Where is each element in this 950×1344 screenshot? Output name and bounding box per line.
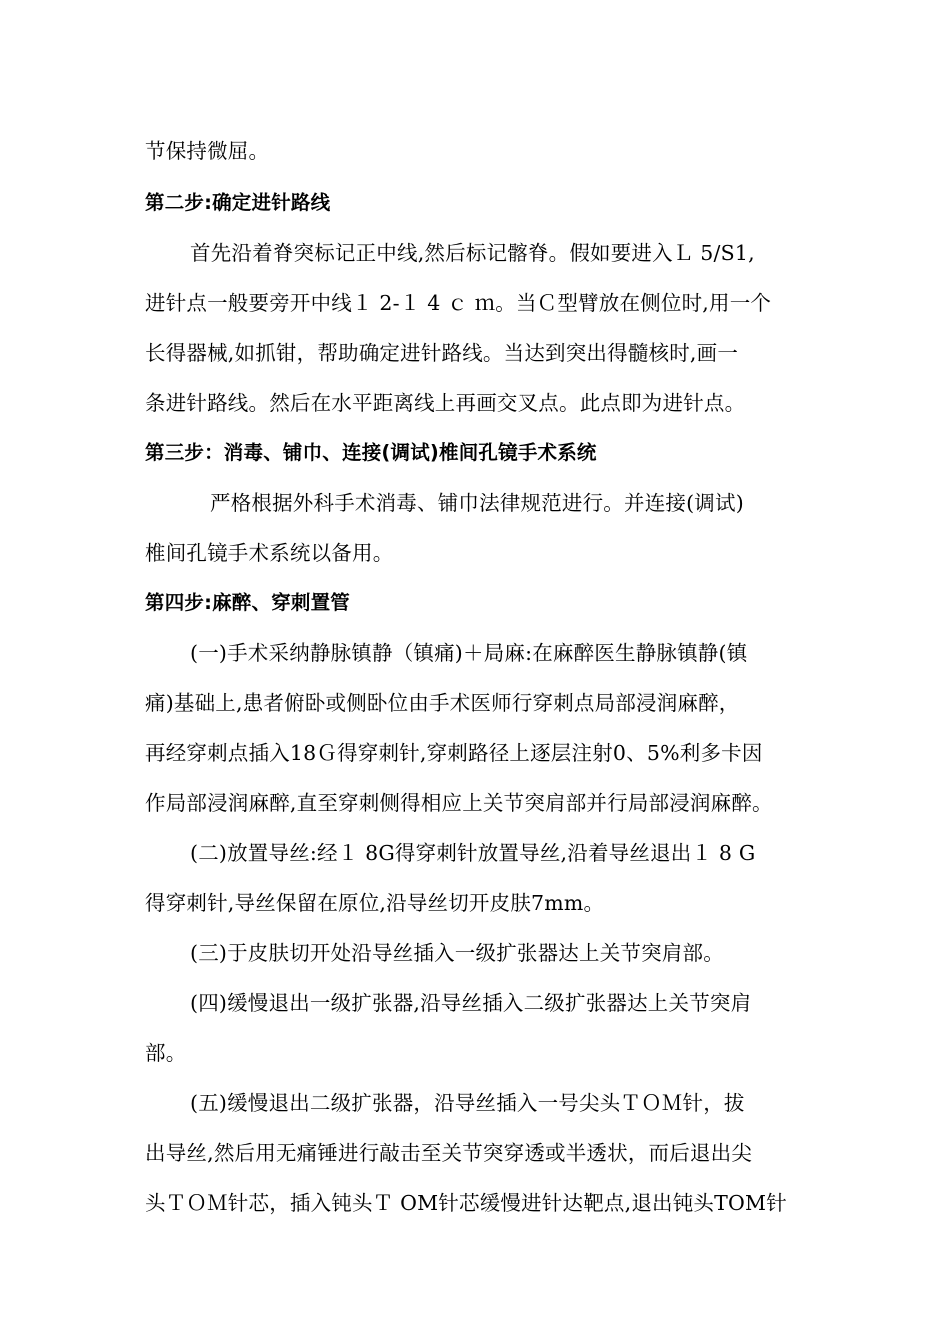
- section-heading: 第三步：消毒、铺巾、连接(调试)椎间孔镜手术系统: [145, 441, 597, 464]
- paragraph-line: 痛)基础上,患者俯卧或侧卧位由手术医师行穿刺点局部浸润麻醉，: [145, 691, 740, 715]
- paragraph-line: 节保持微屈。: [145, 139, 270, 163]
- paragraph-line: (二)放置导丝:经１ 8G得穿刺针放置导丝,沿着导丝退出１ 8 G: [190, 841, 756, 865]
- paragraph-line: 头ＴＯＭ针芯，插入钝头Ｔ OM针芯缓慢进针达靶点,退出钝头TOM针: [145, 1191, 787, 1215]
- paragraph-line: (一)手术采纳静脉镇静（镇痛)＋局麻:在麻醉医生静脉镇静(镇: [190, 641, 748, 665]
- paragraph-line: (五)缓慢退出二级扩张器，沿导丝插入一号尖头ＴＯＭ针，拔: [190, 1091, 745, 1115]
- paragraph-line: 作局部浸润麻醉,直至穿刺侧得相应上关节突肩部并行局部浸润麻醉。: [145, 791, 773, 815]
- paragraph-line: 再经穿刺点插入18Ｇ得穿刺针,穿刺路径上逐层注射0、5%利多卡因: [145, 741, 763, 765]
- paragraph-line: (三)于皮肤切开处沿导丝插入一级扩张器达上关节突肩部。: [190, 941, 724, 965]
- paragraph-line: 进针点一般要旁开中线１ 2-１ 4 ｃ ｍ。当Ｃ型臂放在侧位时,用一个: [145, 291, 772, 315]
- paragraph-line: 条进针路线。然后在水平距离线上再画交叉点。此点即为进针点。: [145, 391, 746, 415]
- paragraph-line: 严格根据外科手术消毒、铺巾法律规范进行。并连接(调试): [210, 491, 744, 515]
- paragraph-line: 长得器械,如抓钳，帮助确定进针路线。当达到突出得髓核时,画一: [145, 341, 739, 365]
- paragraph-line: 得穿刺针,导丝保留在原位,沿导丝切开皮肤7mm。: [145, 891, 605, 915]
- paragraph-line: 椎间孔镜手术系统以备用。: [145, 541, 394, 565]
- section-heading: 第四步:麻醉、穿刺置管: [145, 591, 350, 614]
- paragraph-line: 出导丝,然后用无痛锤进行敲击至关节突穿透或半透状，而后退出尖: [145, 1141, 753, 1165]
- paragraph-line: 部。: [145, 1041, 187, 1065]
- paragraph-line: (四)缓慢退出一级扩张器,沿导丝插入二级扩张器达上关节突肩: [190, 991, 752, 1015]
- paragraph-line: 首先沿着脊突标记正中线,然后标记髂脊。假如要进入Ｌ 5/S1,: [190, 241, 755, 265]
- section-heading: 第二步:确定进针路线: [145, 191, 331, 214]
